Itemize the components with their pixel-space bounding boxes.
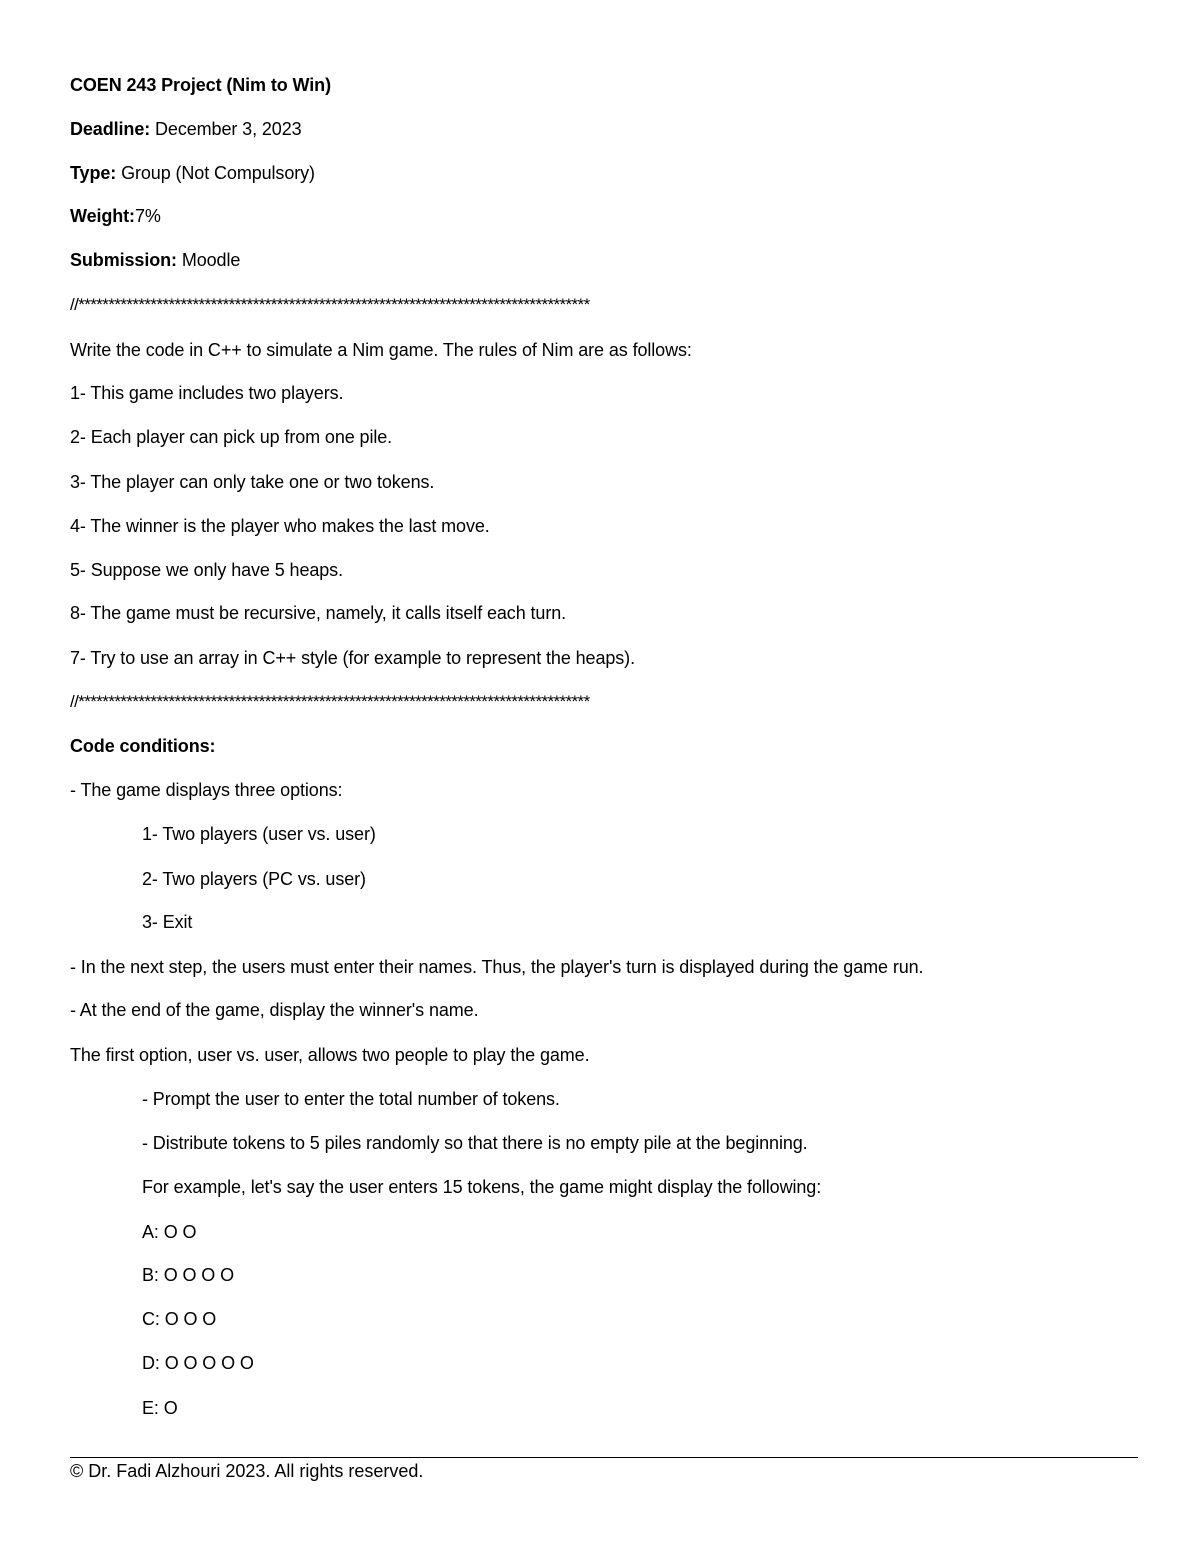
rule-item: 5- Suppose we only have 5 heaps. — [70, 560, 343, 580]
deadline-value: December 3, 2023 — [150, 119, 302, 139]
pile-row-a: A: O O — [142, 1222, 197, 1242]
type-value: Group (Not Compulsory) — [116, 163, 315, 183]
rule-item: 4- The winner is the player who makes the last move. — [70, 516, 490, 536]
example-intro: For example, let's say the user enters 15 tokens, the game might display the following: — [142, 1177, 822, 1197]
pile-row-b: B: O O O O — [142, 1265, 235, 1285]
deadline-label: Deadline: — [70, 119, 151, 139]
first-option-text: The first option, user vs. user, allows two people to play the game. — [70, 1045, 590, 1065]
submission-label: Submission: — [70, 250, 177, 270]
deadline-line — [70, 117, 302, 141]
option-item: 2- Two players (PC vs. user) — [142, 869, 366, 889]
rules-intro: Write the code in C++ to simulate a Nim game. The rules of Nim are as follows: — [70, 340, 692, 360]
rule-item: 1- This game includes two players. — [70, 383, 344, 403]
option-item: 1- Two players (user vs. user) — [142, 824, 376, 844]
submission-value: Moodle — [176, 250, 241, 270]
footer-copyright: © Dr. Fadi Alzhouri 2023. All rights reserved. — [70, 1461, 424, 1481]
footer-divider — [70, 1457, 1138, 1458]
code-conditions-heading: Code conditions: — [70, 736, 216, 756]
options-intro: - The game displays three options: — [70, 780, 343, 800]
weight-label: Weight: — [70, 206, 135, 226]
rule-item: 3- The player can only take one or two tokens. — [70, 472, 435, 492]
submission-line — [70, 248, 240, 272]
rule-item: 7- Try to use an array in C++ style (for example to represent the heaps). — [70, 648, 635, 668]
weight-value: 7% — [134, 206, 161, 226]
winner-note: - At the end of the game, display the winner's name. — [70, 1000, 479, 1020]
distribute-text: - Distribute tokens to 5 piles randomly so that there is no empty pile at the beginning. — [142, 1133, 808, 1153]
separator-bottom: //************************************************************************************* — [70, 692, 590, 711]
pile-row-e: E: O — [142, 1398, 178, 1418]
type-line — [70, 161, 315, 185]
names-note: - In the next step, the users must enter their names. Thus, the player's turn is displayed during the game run. — [70, 957, 924, 977]
separator-top: //************************************************************************************* — [70, 295, 590, 314]
pile-row-c: C: O O O — [142, 1309, 217, 1329]
prompt-tokens-text: - Prompt the user to enter the total number of tokens. — [142, 1089, 560, 1109]
pile-row-d: D: O O O O O — [142, 1353, 254, 1373]
rule-item: 8- The game must be recursive, namely, it calls itself each turn. — [70, 603, 567, 623]
weight-line — [70, 204, 161, 228]
rule-item: 2- Each player can pick up from one pile. — [70, 427, 393, 447]
document-title: COEN 243 Project (Nim to Win) — [70, 75, 331, 95]
type-label: Type: — [70, 163, 117, 183]
option-item: 3- Exit — [142, 912, 193, 932]
